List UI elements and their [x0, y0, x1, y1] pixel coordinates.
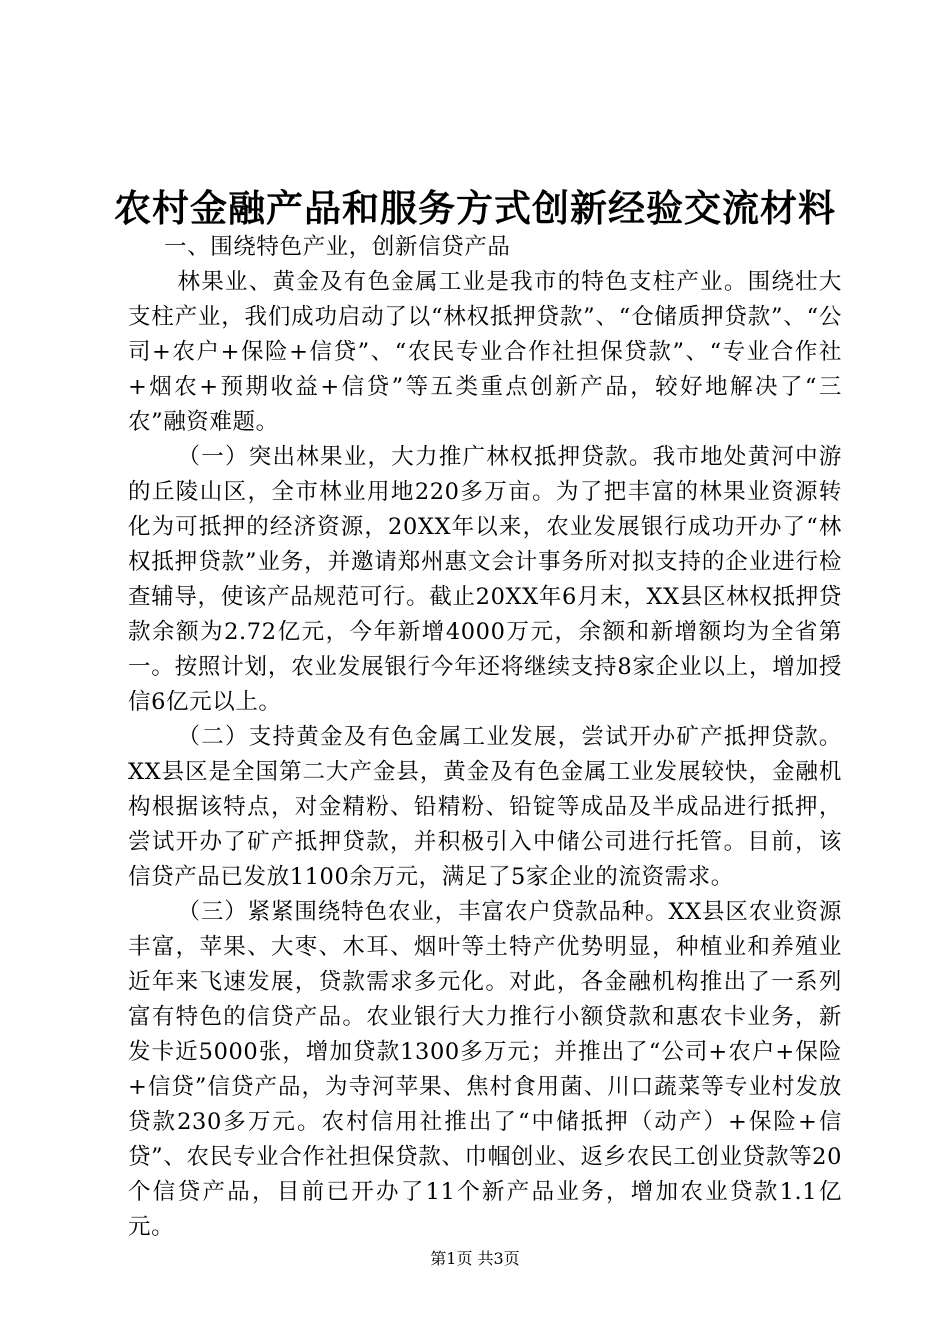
- paragraph-forestry: （一）突出林果业，大力推广林权抵押贷款。我市地处黄河中游的丘陵山区，全市林业用地220多万亩。为了把丰富的林果业资源转化为可抵押的经济资源，20XX年以来，农业发展银行成功开办了“林权抵押贷款”业务，并邀请郑州惠文会计事务所对拟支持的企业进行检查辅导，使该产品规范可行。截止20XX年6月末，XX县区林权抵押贷款余额为2.72亿元，今年新增4000万元，余额和新增额均为全省第一。按照计划，农业发展银行今年还将继续支持8家企业以上，增加授信6亿元以上。: [128, 444, 842, 715]
- document-title: 农村金融产品和服务方式创新经验交流材料: [114, 186, 836, 230]
- document-body: [128, 230, 842, 1245]
- paragraph-agriculture: （三）紧紧围绕特色农业，丰富农户贷款品种。XX县区农业资源丰富，苹果、大枣、木耳、烟叶等土特产优势明显，种植业和养殖业近年来飞速发展，贷款需求多元化。对此，各金融机构推出了一系列富有特色的信贷产品。农业银行大力推行小额贷款和惠农卡业务，新发卡近5000张，增加贷款1300多万元；并推出了“公司+农户+保险+信贷”信贷产品，为寺河苹果、焦村食用菌、川口蔬菜等专业村发放贷款230多万元。农村信用社推出了“中储抵押（动产）+保险+信贷”、农民专业合作社担保贷款、巾帼创业、返乡农民工创业贷款等20个信贷产品，目前已开办了11个新产品业务，增加农业贷款1.1亿元。: [128, 899, 842, 1240]
- section-heading: 一、围绕特色产业，创新信贷产品: [164, 234, 511, 260]
- paragraph-gold-metals: （二）支持黄金及有色金属工业发展，尝试开办矿产抵押贷款。XX县区是全国第二大产金县，黄金及有色金属工业发展较快，金融机构根据该特点，对金精粉、铅精粉、铅锭等成品及半成品进行抵押，尝试开办了矿产抵押贷款，并积极引入中储公司进行托管。目前，该信贷产品已发放1100余万元，满足了5家企业的流资需求。: [128, 724, 842, 890]
- page-number-footer: 第1页 共3页: [430, 1249, 520, 1268]
- paragraph-intro: 林果业、黄金及有色金属工业是我市的特色支柱产业。围绕壮大支柱产业，我们成功启动了以“林权抵押贷款”、“仓储质押贷款”、“公司+农户+保险+信贷”、“农民专业合作社担保贷款”、“专业合作社+烟农+预期收益+信贷”等五类重点创新产品，较好地解决了“三农”融资难题。: [128, 269, 842, 435]
